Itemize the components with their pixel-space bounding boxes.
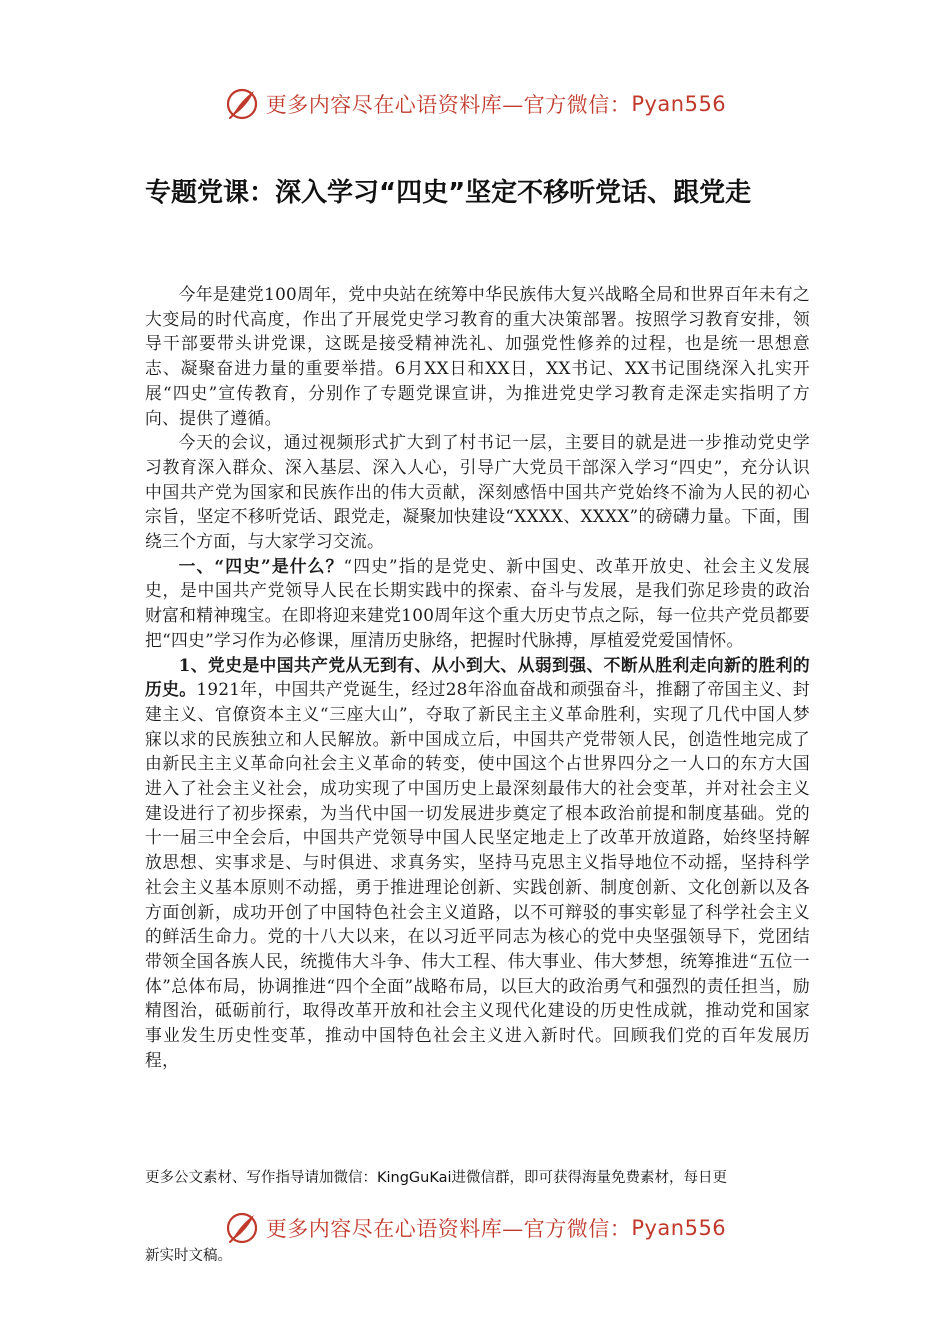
banner-text: 更多内容尽在心语资料库—官方微信：	[265, 93, 632, 117]
banner-wechat-id: Pyan556	[631, 1216, 727, 1240]
document-body	[145, 282, 810, 1073]
paragraph-party-history	[145, 653, 810, 1073]
paragraph-intro: 今年是建党100周年，党中央站在统筹中华民族伟大复兴战略全局和世界百年未有之大变局的时代高度，作出了开展党史学习教育的重大决策部署。按照学习教育安排，领导干部要带头讲党课，这既是接受精神洗礼、加强党性修养的过程，也是统一思想意志、凝聚奋进力量的重要举措。6月XX日和XX日，XX书记、XX书记围绕深入扎实开展“四史”宣传教育，分别作了专题党课宣讲，为推进党史学习教育走深走实指明了方向、提供了遵循。	[145, 284, 810, 428]
party-history-heading: 1、党史是中国共产党从无到有、从小到大、从弱到强、不断从胜利走向新的胜利的历史。	[145, 654, 810, 700]
feather-quill-logo-icon	[224, 86, 260, 122]
section-one-heading: 一、“四史”是什么？	[178, 555, 344, 576]
section-one-text: “四史”指的是党史、新中国史、改革开放史、社会主义发展史，是中国共产党领导人民在长期实践中的探索、奋斗与发展，是我们弥足珍贵的政治财富和精神瑰宝。在即将迎来建党100周年这个重大历史节点之际，每一位共产党员都要把“四史”学习作为必修课，厘清历史脉络，把握时代脉搏，厚植爱党爱国情怀。	[145, 555, 810, 650]
footer-watermark-banner	[0, 1206, 950, 1250]
document-title: 专题党课：深入学习“四史”坚定不移听党话、跟党走	[145, 178, 752, 208]
banner-wechat-id: Pyan556	[631, 92, 727, 116]
party-history-text: 1921年，中国共产党诞生，经过28年浴血奋战和顽强奋斗，推翻了帝国主义、封建主义、官僚资本主义“三座大山”，夺取了新民主主义革命胜利，实现了几代中国人梦寐以求的民族独立和人民解放。新中国成立后，中国共产党带领人民，创造性地完成了由新民主主义革命向社会主义革命的转变，使中国这个占世界四分之一人口的东方大国进入了社会主义社会，成功实现了中国历史上最深刻最伟大的社会变革，并对社会主义建设进行了初步探索，为当代中国一切发展进步奠定了根本政治前提和制度基础。党的十一届三中全会后，中国共产党领导中国人民坚定地走上了改革开放道路，始终坚持解放思想、实事求是、与时俱进、求真务实，坚持马克思主义指导地位不动摇，坚持科学社会主义基本原则不动摇，勇于推进理论创新、实践创新、制度创新、文化创新以及各方面创新，成功开创了中国特色社会主义道路，以不可辩驳的事实彰显了科学社会主义的鲜活生命力。党的十八大以来，在以习近平同志为核心的党中央坚强领导下，党团结带领全国各族人民，统揽伟大斗争、伟大工程、伟大事业、伟大梦想，统筹推进“五位一体”总体布局，协调推进“四个全面”战略布局，以巨大的政治勇气和强烈的责任担当，励精图治，砥砺前行，取得改革开放和社会主义现代化建设的历史性成就，推动党和国家事业发生历史性变革，推动中国特色社会主义进入新时代。回顾我们党的百年发展历程，	[145, 679, 810, 1070]
footer-promo-line2: 新实时文稿。	[145, 1248, 232, 1264]
banner-text: 更多内容尽在心语资料库—官方微信：	[265, 1217, 632, 1241]
footer-promo-line1: 更多公文素材、写作指导请加微信：KingGuKai进微信群，即可获得海量免费素材，每日更	[145, 1170, 728, 1186]
header-watermark-banner	[0, 82, 950, 126]
feather-quill-logo-icon	[224, 1210, 260, 1246]
paragraph-meeting: 今天的会议，通过视频形式扩大到了村书记一层，主要目的就是进一步推动党史学习教育深入群众、深入基层、深入人心，引导广大党员干部深入学习“四史”，充分认识中国共产党为国家和民族作出的伟大贡献，深刻感悟中国共产党始终不渝为人民的初心宗旨，坚定不移听党话、跟党走，凝聚加快建设“XXXX、XXXX”的磅礴力量。下面，围绕三个方面，与大家学习交流。	[145, 432, 810, 552]
paragraph-section-one	[145, 554, 810, 653]
